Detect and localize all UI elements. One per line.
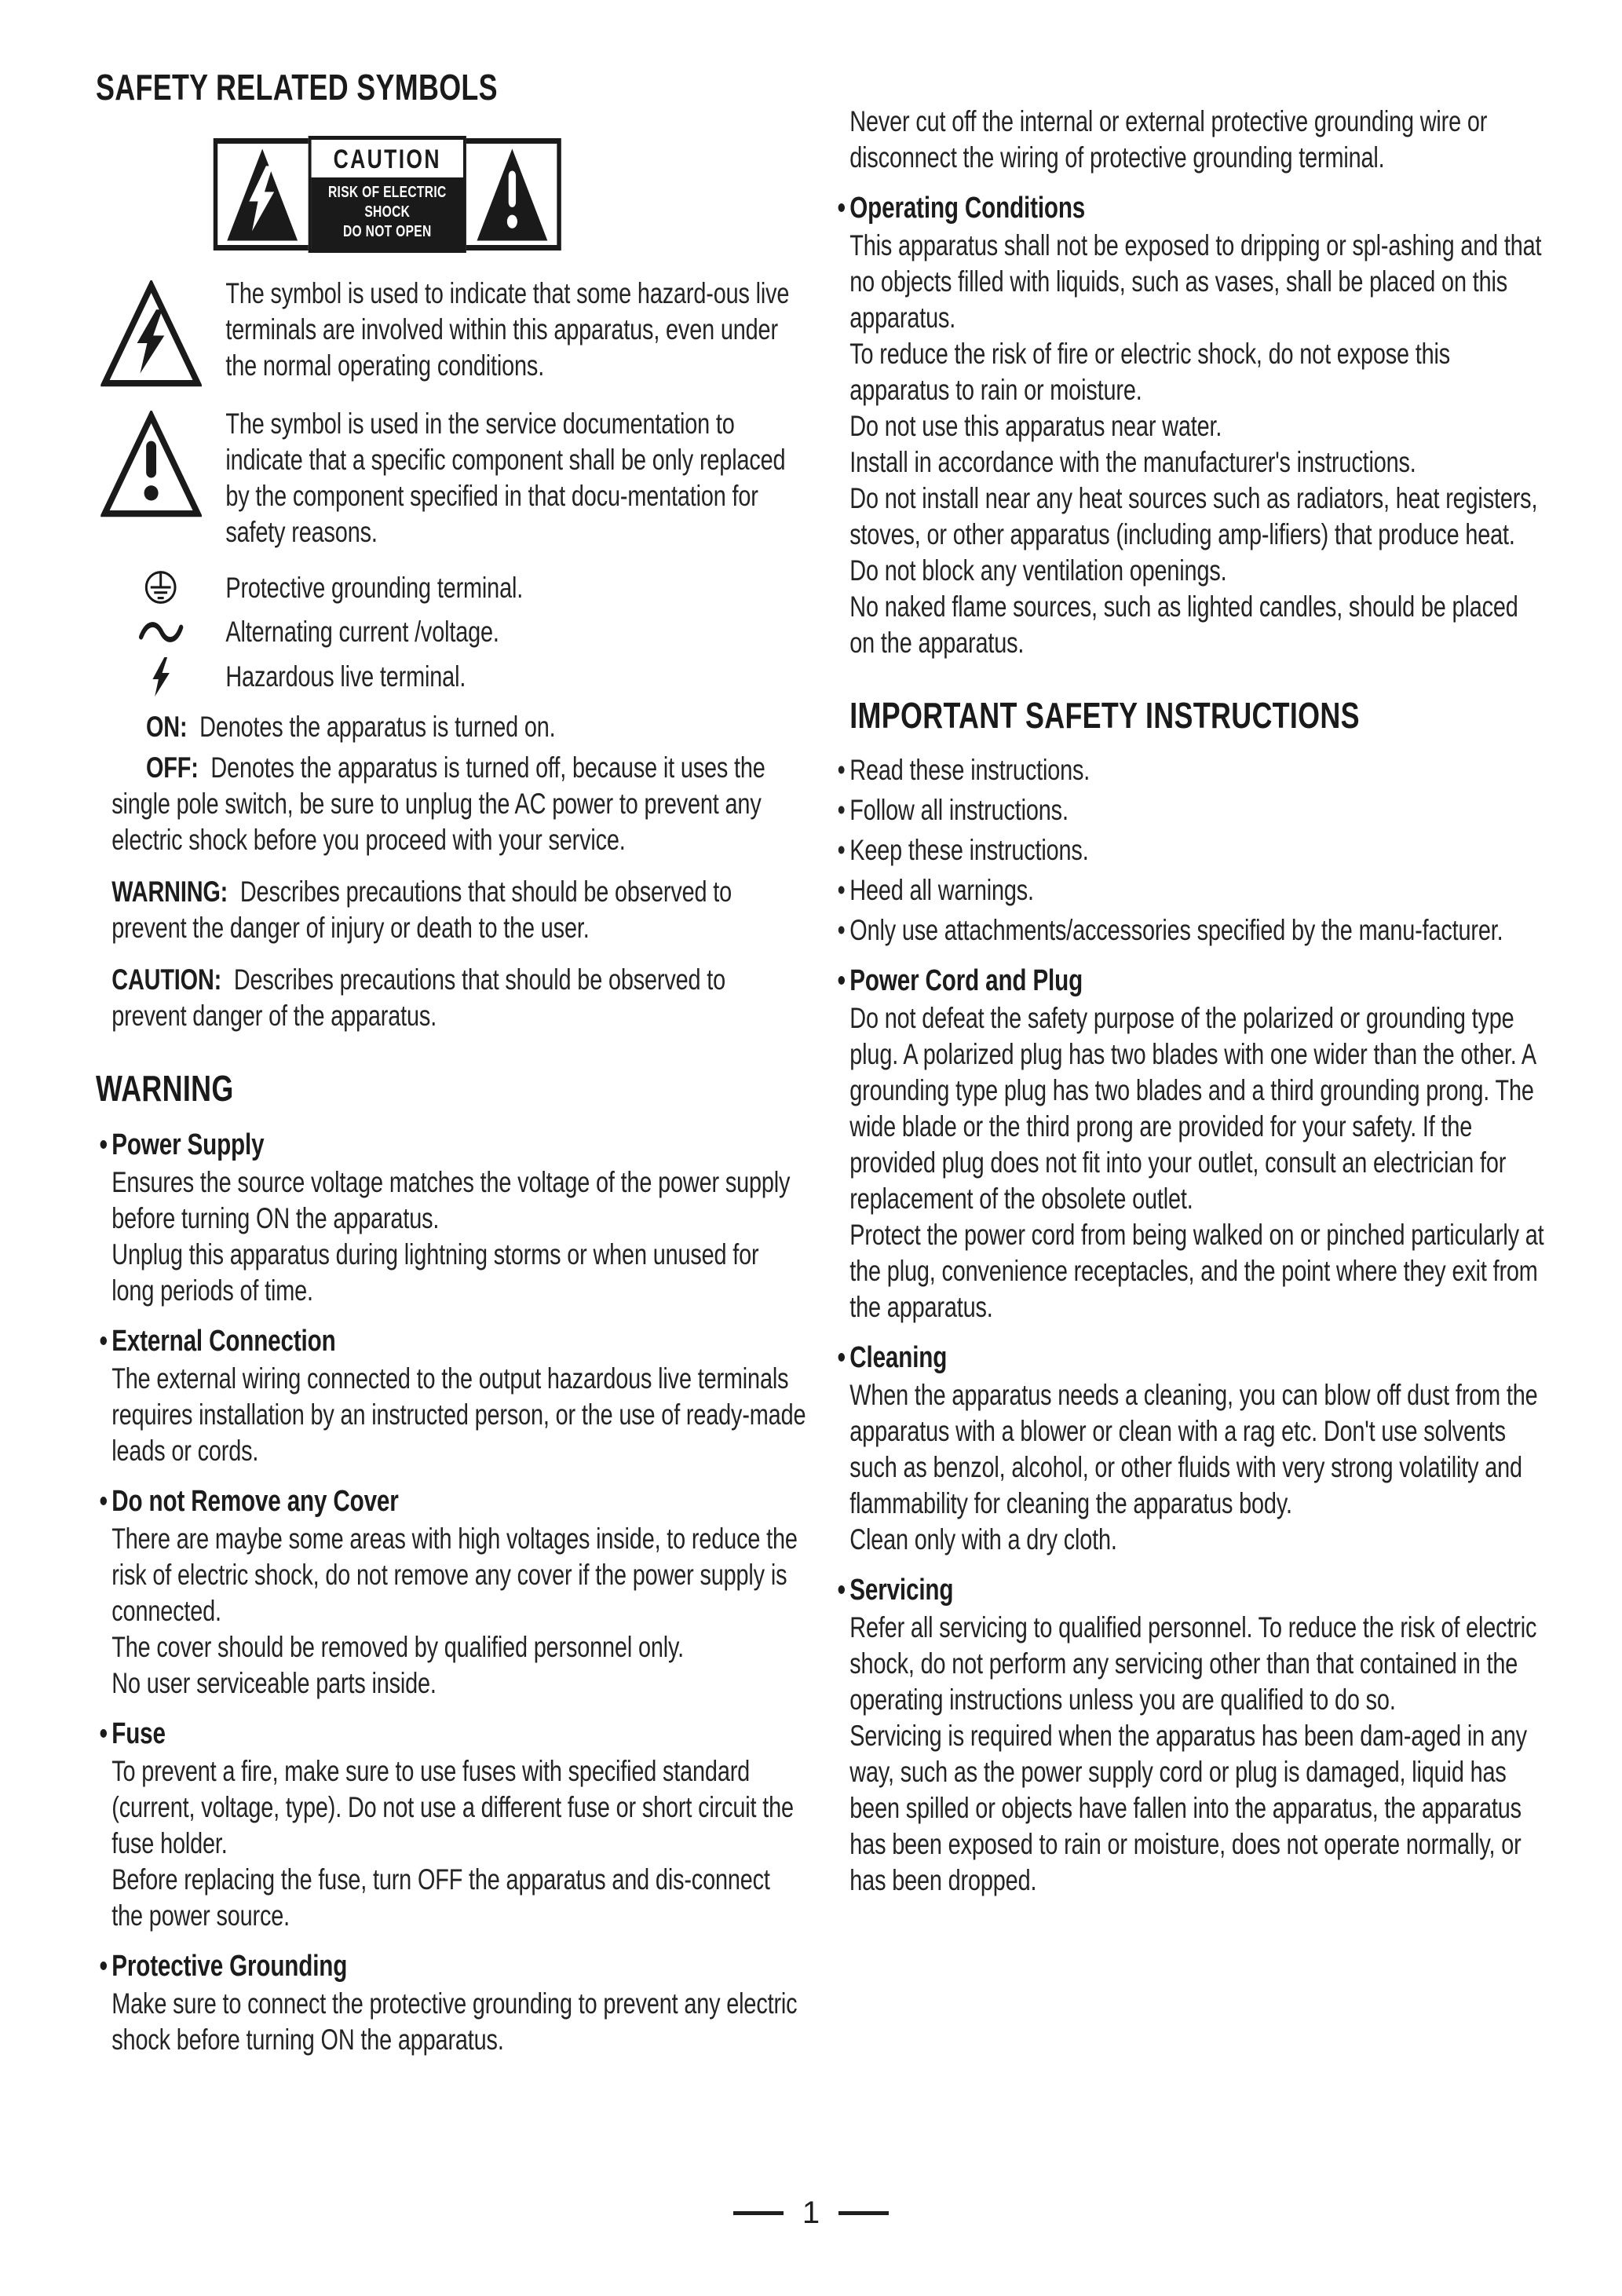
safety-instructions-heading: IMPORTANT SAFETY INSTRUCTIONS [849, 695, 1360, 736]
warning-item-operating-conditions [834, 188, 1544, 661]
warning-item-paragraph: Make sure to connect the protective grounding to prevent any electric shock before turning ON the apparatus. [111, 1987, 798, 2056]
caution-center-panel [309, 136, 466, 253]
operating-paragraph: Install in accordance with the manufacturer's instructions. [849, 446, 1416, 478]
warning-item-external-connection [96, 1322, 806, 1469]
warning-note [96, 874, 806, 946]
caution-warning-lines [312, 177, 463, 249]
off-note [96, 750, 806, 858]
left-column [96, 66, 806, 2058]
operating-paragraph: To reduce the risk of fire or electric shock, do not expose this apparatus to rain or moisture. [849, 338, 1451, 406]
footer-rule [838, 2211, 889, 2215]
operating-paragraph: No naked flame sources, such as lighted candles, should be placed on the apparatus. [849, 590, 1518, 659]
grounding-terminal-icon [144, 569, 178, 607]
symbol-explanation-row [96, 276, 806, 389]
warning-item-paragraph: Ensures the source voltage matches the voltage of the power supply before turning ON the apparatus. [111, 1166, 791, 1234]
warning-item-paragraph: Before replacing the fuse, turn OFF the apparatus and dis-connect the power source. [111, 1863, 770, 1932]
symbol-glossary-text: Hazardous live terminal. [225, 660, 466, 693]
on-note [96, 709, 806, 745]
warning-item-title: • Operating Conditions [849, 188, 1544, 228]
safety-item-paragraph: Servicing is required when the apparatus has been dam-aged in any way, such as the power supply cord or plug is damaged, liquid has been spilled or objects have fallen into the apparatus, the apparatus has been exposed to rain or moisture, does not operate normally, or has been dropped. [849, 1720, 1527, 1896]
safety-instruction-item: • Only use attachments/accessories specified by the manu-facturer. [834, 912, 1544, 949]
safety-item-paragraph: Do not defeat the safety purpose of the polarized or grounding type plug. A polarized plug has two blades with one wider than the other. A grounding type plug has two blades and a third grounding prong. The wide blade or the third prong are provided for your safety. If the provided plug does not fit into your outlet, consult an electrician for replacement of the obsolete outlet. [849, 1002, 1536, 1215]
symbol-glossary-text: Protective grounding terminal. [225, 572, 524, 604]
warning-item-do-not-remove-cover [96, 1482, 806, 1702]
warning-item-title: • Protective Grounding [111, 1947, 806, 1986]
hazardous-live-icon [150, 656, 172, 698]
warning-item-paragraph: There are maybe some areas with high voltages inside, to reduce the risk of electric shock, do not remove any cover if the power supply is connected. [111, 1523, 798, 1627]
caution-label-graphic [214, 138, 561, 250]
operating-paragraph: Do not block any ventilation openings. [849, 554, 1227, 587]
warning-note-text: Describes precautions that should be observed to prevent the danger of injury or death to the user. [111, 876, 732, 944]
safety-item-title: • Cleaning [849, 1338, 1544, 1377]
caution-title: CAUTION [333, 144, 441, 174]
on-text: Denotes the apparatus is turned on. [199, 711, 556, 743]
symbol-glossary-row [96, 612, 806, 653]
warning-item-protective-grounding [96, 1947, 806, 2058]
page-title: SAFETY RELATED SYMBOLS [96, 67, 498, 108]
safety-item-paragraph: Refer all servicing to qualified personnel. To reduce the risk of electric shock, do not perform any servicing other than that contained in the operating instructions unless you are qualified to do so. [849, 1611, 1537, 1716]
page-number: 1 [802, 2195, 820, 2230]
safety-instruction-item: • Follow all instructions. [834, 792, 1544, 828]
warning-item-paragraph: Unplug this apparatus during lightning storms or when unused for long periods of time. [111, 1238, 759, 1307]
off-text: Denotes the apparatus is turned off, because it uses the single pole switch, be sure to unplug the AC power to prevent any electric shock before you proceed with your service. [111, 751, 765, 856]
symbol-explanation-row [96, 406, 806, 550]
caution-note-label: CAUTION: [111, 963, 222, 996]
operating-paragraph: This apparatus shall not be exposed to dripping or spl-ashing and that no objects filled with liquids, such as vases, shall be placed on this apparatus. [849, 229, 1542, 334]
operating-paragraph: Do not use this apparatus near water. [849, 410, 1222, 442]
warning-item-title: • External Connection [111, 1322, 806, 1361]
warning-item-title: • Do not Remove any Cover [111, 1482, 806, 1521]
symbol-explanation-text: The symbol is used in the service documentation to indicate that a specific component shall be only replaced by the component specified in that docu-mentation for safety reasons. [225, 408, 786, 548]
warning-item-power-supply [96, 1125, 806, 1309]
on-label: ON: [145, 711, 188, 743]
warning-item-title: • Power Supply [111, 1125, 806, 1164]
right-column [834, 104, 1544, 1899]
safety-instruction-item: • Keep these instructions. [834, 832, 1544, 868]
safety-instruction-item: • Read these instructions. [834, 752, 1544, 788]
caution-note-text: Describes precautions that should be observed to prevent danger of the apparatus. [111, 963, 726, 1032]
safety-item-cleaning [834, 1338, 1544, 1558]
operating-paragraph: Do not install near any heat sources such as radiators, heat registers, stoves, or other apparatus (including amp-lifiers) that produce heat. [849, 482, 1538, 550]
warning-item-paragraph: To prevent a fire, make sure to use fuses with specified standard (current, voltage, type). Do not use a different fuse or short circuit the fuse holder. [111, 1755, 794, 1859]
warning-item-fuse [96, 1714, 806, 1934]
footer-rule [733, 2211, 784, 2215]
exclamation-triangle-icon [100, 411, 202, 519]
exclamation-triangle-solid-icon [476, 147, 550, 243]
warning-item-paragraph: No user serviceable parts inside. [111, 1667, 437, 1699]
alternating-current-icon [138, 620, 184, 645]
off-label: OFF: [145, 751, 199, 784]
symbol-glossary-row [96, 656, 806, 698]
safety-item-title: • Power Cord and Plug [849, 961, 1544, 1000]
symbol-glossary-text: Alternating current /voltage. [225, 616, 499, 648]
safety-item-power-cord-and-plug [834, 961, 1544, 1325]
grounding-continuation-paragraph: Never cut off the internal or external protective grounding wire or disconnect the wiring of protective grounding terminal. [849, 105, 1488, 174]
warning-item-paragraph: The cover should be removed by qualified personnel only. [111, 1631, 684, 1663]
safety-item-paragraph: Protect the power cord from being walked on or pinched particularly at the plug, convenience receptacles, and the point where they exit from the apparatus. [849, 1219, 1544, 1323]
lightning-triangle-solid-icon [225, 147, 299, 243]
symbol-explanation-text: The symbol is used to indicate that some hazard-ous live terminals are involved within this apparatus, even under the normal operating conditions. [225, 277, 790, 382]
page-footer [0, 2195, 1622, 2231]
safety-item-servicing [834, 1570, 1544, 1899]
safety-item-title: • Servicing [849, 1570, 1544, 1610]
safety-item-paragraph: Clean only with a dry cloth. [849, 1523, 1117, 1556]
safety-item-paragraph: When the apparatus needs a cleaning, you can blow off dust from the apparatus with a blower or clean with a rag etc. Don't use solvents such as benzol, alcohol, or other fluids with very strong volatility and flammability for cleaning the apparatus body. [849, 1379, 1538, 1519]
warning-note-label: WARNING: [111, 876, 228, 908]
warning-item-title: • Fuse [111, 1714, 806, 1753]
symbol-glossary-row [96, 568, 806, 609]
caution-risk-line: RISK OF ELECTRIC SHOCK [327, 184, 447, 221]
warning-section-heading: WARNING [96, 1068, 234, 1109]
caution-note [96, 962, 806, 1034]
caution-open-line: DO NOT OPEN [342, 223, 432, 240]
safety-instruction-item: • Heed all warnings. [834, 872, 1544, 909]
warning-item-paragraph: The external wiring connected to the output hazardous live terminals requires installation by an instructed person, or the use of ready-made leads or cords. [111, 1362, 806, 1467]
lightning-triangle-icon [100, 280, 202, 389]
